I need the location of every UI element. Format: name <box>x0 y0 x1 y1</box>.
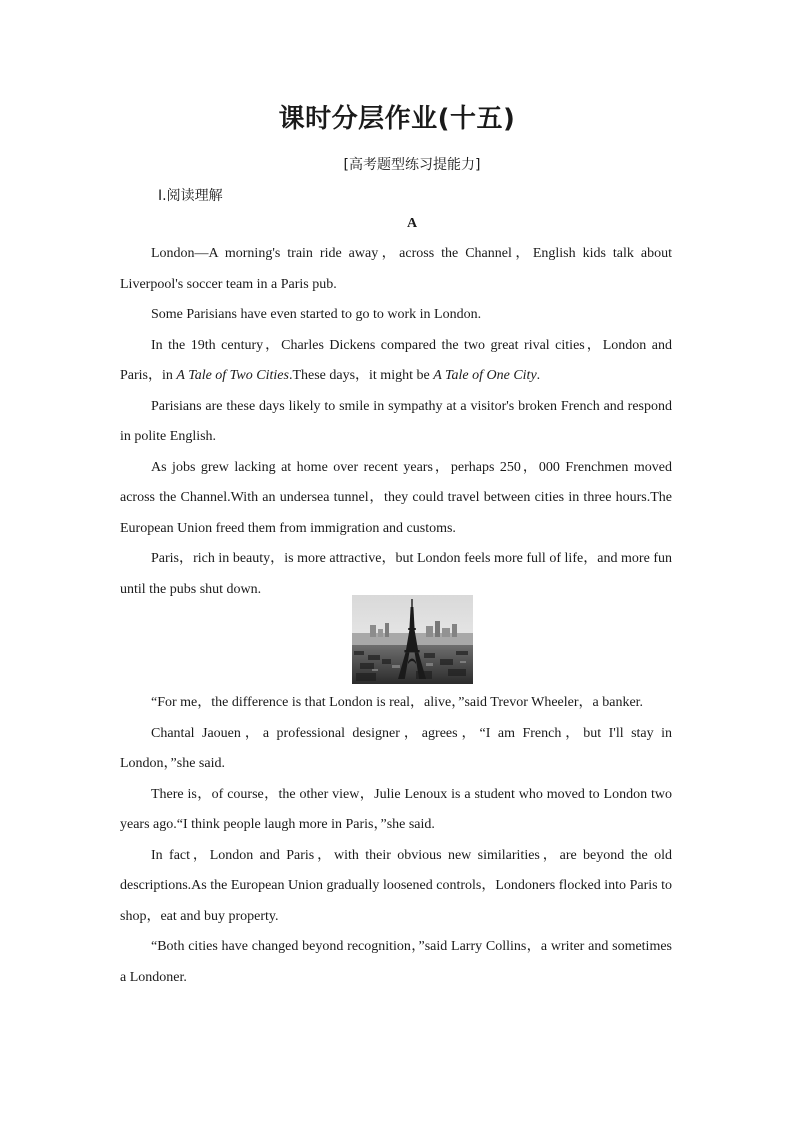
paragraph: In fact，London and Paris，with their obvious new similarities，are beyond the old descriptions.As the European Union gradually loosened controls，Londoners flocked into Paris to shop，eat and buy property. <box>120 847 672 924</box>
paragraph: There is，of course，the other view，Julie Lenoux is a student who moved to London two years ago.“I think people laugh more in Paris，”she said. <box>120 786 672 832</box>
paragraph: Chantal Jaouen，a professional designer，agrees，“I am French，but I'll stay in London，”she said. <box>120 725 672 771</box>
paragraph: “Both cities have changed beyond recognition，”said Larry Collins，a writer and sometimes a Londoner. <box>120 939 672 985</box>
paragraph: London—A morning's train ride away，across the Channel，English kids talk about Liverpool's soccer team in a Paris pub. <box>120 246 672 292</box>
paragraph: Parisians are these days likely to smile in sympathy at a visitor's broken French and respond in polite English. <box>120 398 672 444</box>
paragraph: “For me，the difference is that London is real，alive，”said Trevor Wheeler，a banker. <box>151 695 644 710</box>
page-subtitle: [高考题型练习提能力] <box>343 157 481 173</box>
paragraph-text: . <box>536 368 541 383</box>
paragraph: Some Parisians have even started to go to work in London. <box>151 307 482 322</box>
paragraph-text: In the 19th century，Charles Dickens compared the two great rival cities，London and Paris，in <box>120 337 672 383</box>
paragraph-text: .These days，it might be <box>288 368 434 383</box>
book-title: A Tale of One City <box>433 368 537 383</box>
passage-body-top <box>120 239 672 605</box>
book-title: A Tale of Two Cities <box>176 368 289 383</box>
passage-body-bottom <box>120 688 672 993</box>
section-heading: Ⅰ.阅读理解 <box>158 188 223 204</box>
page-title: 课时分层作业(十五) <box>278 104 516 134</box>
paragraph: Paris，rich in beauty，is more attractive，but London feels more full of life，and more fun until the pubs shut down. <box>120 551 672 597</box>
paris-skyline-photo <box>352 595 473 684</box>
paragraph: As jobs grew lacking at home over recent years，perhaps 250，000 Frenchmen moved across the Channel.With an undersea tunnel，they could travel between cities in three hours.The European Union freed them from immigration and customs. <box>120 459 672 536</box>
paragraph <box>120 331 672 392</box>
passage-label: A <box>406 216 418 231</box>
